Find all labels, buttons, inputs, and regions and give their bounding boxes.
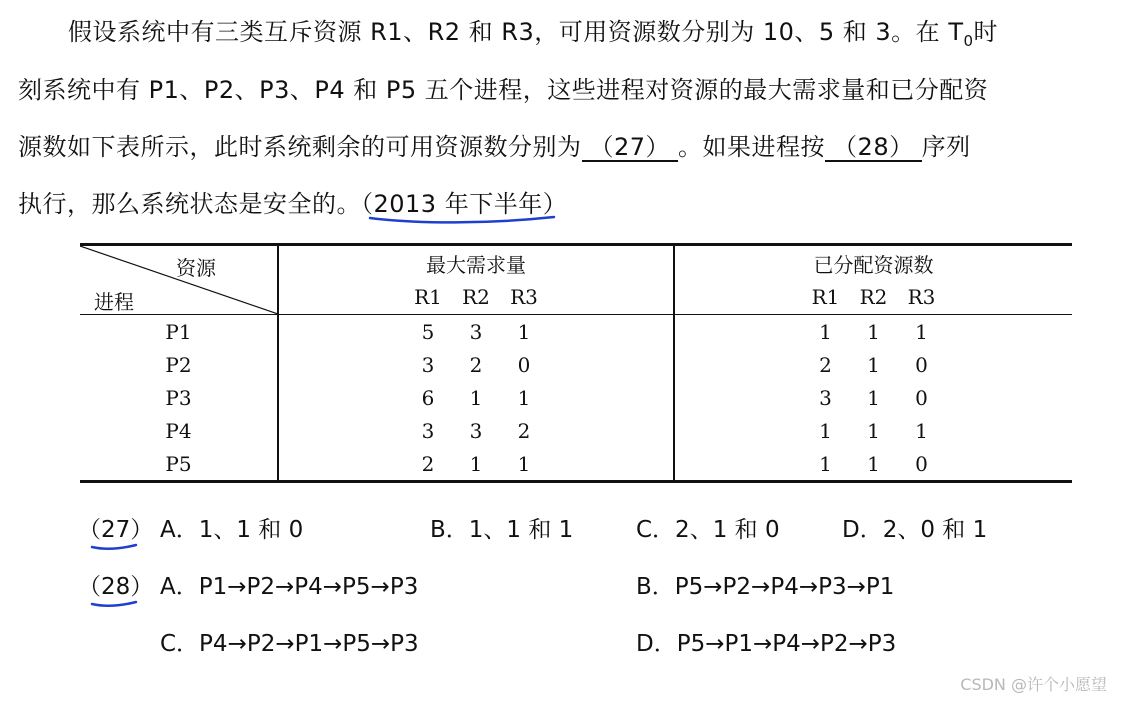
value: 1 [517, 385, 531, 410]
subheader-alloc [674, 280, 1072, 315]
value: 1 [819, 319, 832, 344]
blank-28: （28） [825, 134, 922, 162]
value: 1 [517, 319, 531, 344]
alloc-cell [674, 447, 1072, 482]
value: 1 [819, 451, 832, 476]
value: 2 [819, 352, 832, 377]
process-cell: P3 [80, 381, 278, 414]
value: 1 [819, 418, 832, 443]
value: 0 [915, 451, 928, 476]
alloc-cell [674, 348, 1072, 381]
year-highlight [374, 184, 543, 219]
question-text: 刻系统中有 P1、P2、P3、P4 和 P5 五个进程，这些进程对资源的最大需求量和已分配资 [18, 76, 989, 104]
q27-option-a[interactable]: A．1、1 和 0 [160, 517, 304, 543]
question-text: 。如果进程按 [678, 133, 826, 161]
max-cell [278, 315, 674, 349]
value: 0 [915, 385, 928, 410]
process-cell: P5 [80, 447, 278, 482]
table-row [80, 414, 1072, 447]
value: 1 [517, 451, 531, 476]
question-text: 执行，那么系统状态是安全的。（ [18, 190, 374, 218]
question-number: （28） [78, 574, 154, 600]
max-cell [278, 348, 674, 381]
question-line-3 [18, 127, 971, 162]
exam-year: 2013 年下半年 [373, 190, 543, 218]
value: 1 [469, 451, 483, 476]
q28-number [78, 568, 153, 601]
q27-number [78, 511, 153, 544]
process-cell: P1 [80, 315, 278, 349]
value: 1 [867, 451, 880, 476]
value: 2 [517, 418, 531, 443]
max-cell [278, 381, 674, 414]
value: 1 [867, 418, 880, 443]
question-line-4 [18, 184, 567, 219]
resource-table [80, 243, 1072, 483]
table-row [80, 381, 1072, 414]
question-number: （27） [78, 517, 154, 543]
blank-27: （27） [582, 134, 679, 162]
table-header-row [80, 245, 1072, 281]
subscript: 0 [963, 31, 974, 50]
value: 0 [517, 352, 531, 377]
value: 1 [867, 352, 880, 377]
question-text: 时 [973, 18, 999, 46]
value: 0 [915, 352, 928, 377]
corner-cell [80, 245, 278, 315]
question-line-2 [18, 70, 988, 105]
table-row [80, 348, 1072, 381]
max-cell [278, 414, 674, 447]
subheader-max [278, 280, 674, 315]
question-text: ） [542, 190, 568, 218]
value: 3 [819, 385, 832, 410]
value: 2 [421, 451, 435, 476]
q28-option-c[interactable]: C．P4→P2→P1→P5→P3 [160, 631, 419, 657]
value: 1 [469, 385, 483, 410]
watermark: CSDN @许个小愿望 [960, 675, 1107, 694]
table-row [80, 315, 1072, 349]
alloc-cell [674, 315, 1072, 349]
header-allocated: 已分配资源数 [813, 252, 934, 277]
value: 3 [421, 418, 435, 443]
q27-option-b[interactable]: B．1、1 和 1 [430, 517, 574, 543]
value: 2 [469, 352, 483, 377]
value: 3 [421, 352, 435, 377]
value: 3 [469, 418, 483, 443]
value: 6 [421, 385, 435, 410]
header-r2: R2 [462, 285, 490, 309]
process-cell: P4 [80, 414, 278, 447]
question-text: 源数如下表所示，此时系统剩余的可用资源数分别为 [18, 133, 582, 161]
q28-option-a[interactable]: A．P1→P2→P4→P5→P3 [160, 574, 419, 600]
corner-label-resource: 资源 [176, 256, 216, 280]
max-cell [278, 447, 674, 482]
question-text: 假设系统中有三类互斥资源 R1、R2 和 R3，可用资源数分别为 10、5 和 3。在 T [68, 18, 964, 46]
header-r3: R3 [510, 285, 538, 309]
q28-option-d[interactable]: D．P5→P1→P4→P2→P3 [636, 631, 897, 657]
value: 5 [421, 319, 435, 344]
header-r2: R2 [859, 285, 888, 309]
alloc-cell [674, 381, 1072, 414]
corner-label-process: 进程 [94, 290, 134, 314]
value: 1 [867, 319, 880, 344]
q28-option-b[interactable]: B．P5→P2→P4→P3→P1 [636, 574, 895, 600]
q27-option-d[interactable]: D．2、0 和 1 [842, 517, 988, 543]
header-r1: R1 [811, 285, 840, 309]
header-r3: R3 [907, 285, 936, 309]
header-max-demand: 最大需求量 [278, 245, 674, 281]
alloc-cell [674, 414, 1072, 447]
process-cell: P2 [80, 348, 278, 381]
value: 3 [469, 319, 483, 344]
question-line-1 [18, 12, 998, 50]
header-r1: R1 [414, 285, 442, 309]
value: 1 [867, 385, 880, 410]
question-text: 序列 [921, 133, 971, 161]
value: 1 [915, 418, 928, 443]
value: 1 [915, 319, 928, 344]
q27-option-c[interactable]: C．2、1 和 0 [636, 517, 780, 543]
table-row [80, 447, 1072, 482]
